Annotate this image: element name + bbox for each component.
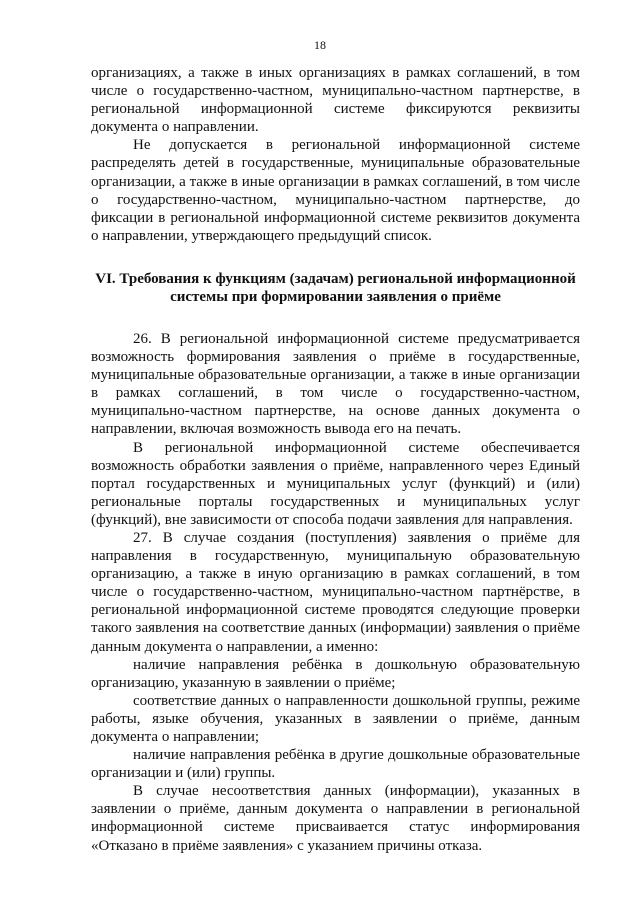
paragraph-continuation: организациях, а также в иных организациях в рамках соглашений, в том числе о государственно-частном, муниципально-частном партнерстве, в региональной информационной системе фиксируются реквизиты документа о направлении. [91,65,580,136]
paragraph: В случае несоответствия данных (информации), указанных в заявлении о приёме, данным документа о направлении в региональной информационной системе присваивается статус информирования «Отказано в приёме заявления» с указанием причины отказа. [91,783,580,854]
page-number: 18 [314,38,326,52]
list-item: соответствие данных о направленности дошкольной группы, режиме работы, языке обучения, указанных в заявлении о приёме, данным документа о направлении; [91,692,580,745]
section-heading: VI. Требования к функциям (задачам) региональной информационной системы при формировании заявления о приёме [95,270,576,305]
document-body [91,64,580,855]
paragraph-item-26: 26. В региональной информационной системе предусматривается возможность формирования заявления о приёме в государственные, муниципальные образовательные организации, а также в иные организации в рамках соглашений, в том числе о государственно-частном, муниципально-частном партнерстве, на основе данных документа о направлении, включая возможность вывода его на печать. [91,330,580,438]
list-item: наличие направления ребёнка в дошкольную образовательную организацию, указанную в заявлении о приёме; [91,656,580,691]
list-item: наличие направления ребёнка в другие дошкольные образовательные организации и (или) группы. [91,747,580,782]
paragraph: Не допускается в региональной информационной системе распределять детей в государственные, муниципальные образовательные организации, а также в иные организации в рамках соглашений, в том числе о государственно-частном, муниципально-частном партнерстве, до фиксации в региональной информационной системе реквизитов документа о направлении, утверждающего предыдущий список. [91,137,580,244]
paragraph: В региональной информационной системе обеспечивается возможность обработки заявления о приёме, направленного через Единый портал государственных и муниципальных услуг (функций) и (или) региональные порталы государственных и муниципальных услуг (функций), вне зависимости от способа подачи заявления для направления. [91,439,580,528]
paragraph-item-27: 27. В случае создания (поступления) заявления о приёме для направления в государственную, муниципальную образовательную организацию, а также в иную организацию в рамках соглашений, в том числе о государственно-частном, муниципально-частном партнёрстве, в региональной информационной системе проводятся следующие проверки такого заявления на соответствие данных (информации) заявления о приёме данным документа о направлении, а именно: [91,529,580,655]
